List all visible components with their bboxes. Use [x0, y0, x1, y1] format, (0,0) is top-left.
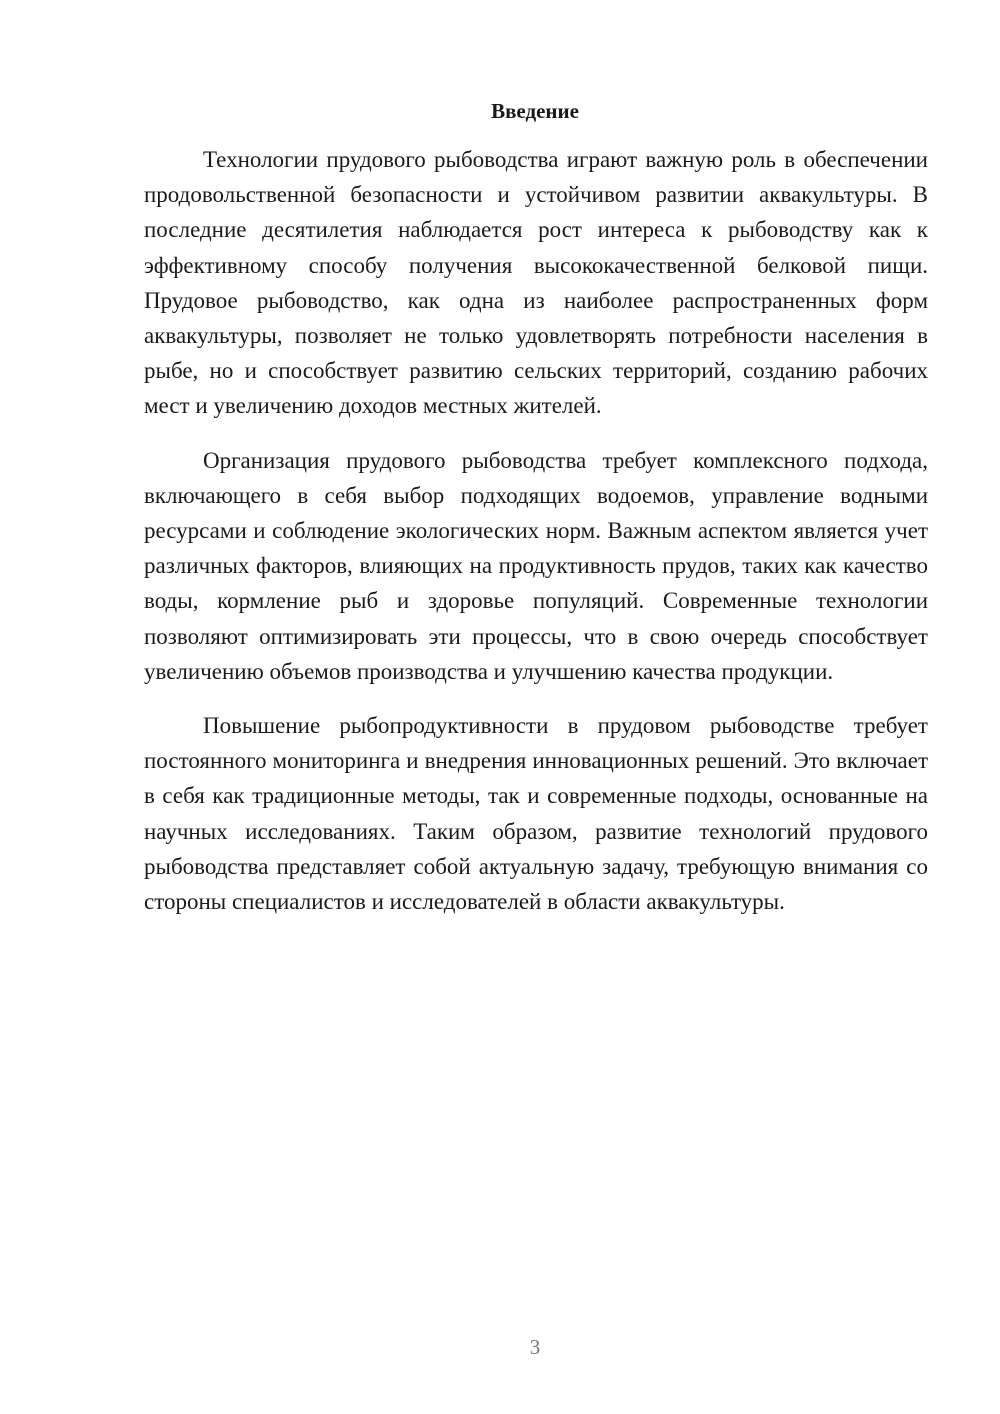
body-text	[144, 142, 928, 938]
paragraph: Организация прудового рыбоводства требует комплексного подхода, включающего в себя выбор подходящих водоемов, управление водными ресурсами и соблюдение экологических норм. Важным аспектом является учет различных факторов, влияющих на продуктивность прудов, таких как качество воды, кормление рыб и здоровье популяций. Современные технологии позволяют оптимизировать эти процессы, что в свою очередь способствует увеличению объемов производства и улучшению качества продукции.	[144, 447, 928, 684]
page-title: Введение	[491, 99, 579, 123]
paragraph: Повышение рыбопродуктивности в прудовом рыбоводстве требует постоянного мониторинга и внедрения инновационных решений. Это включает в себя как традиционные методы, так и современные подходы, основанные на научных исследованиях. Таким образом, развитие технологий прудового рыбоводства представляет собой актуальную задачу, требующую внимания со стороны специалистов и исследователей в области аквакультуры.	[144, 713, 928, 915]
paragraph: Технологии прудового рыбоводства играют важную роль в обеспечении продовольственной безопасности и устойчивом развитии аквакультуры. В последние десятилетия наблюдается рост интереса к рыбоводству как к эффективному способу получения высококачественной белковой пищи. Прудовое рыбоводство, как одна из наиболее распространенных форм аквакультуры, позволяет не только удовлетворять потребности населения в рыбе, но и способствует развитию сельских территорий, созданию рабочих мест и увеличению доходов местных жителей.	[144, 147, 928, 419]
page-number: 3	[529, 1335, 541, 1359]
